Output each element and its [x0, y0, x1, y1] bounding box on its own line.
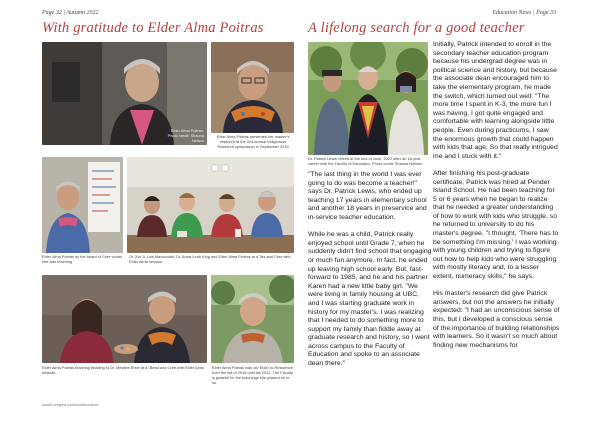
column1-paragraph: "The last thing in the world I was ever going to do was become a teacher!" says Dr. Patrick Lewis, who ended up teaching 17 years in elementary school and another 18 years in preservice and in-service teacher education. [308, 171, 427, 221]
photo-patrick-lewis-retirement [308, 42, 428, 155]
photo-elder-alma-presenting [211, 42, 294, 133]
photo4-caption: Dr. Xia Ji, Lois Macdonald, Dr. Anna-Leah King and Elder Alma Poitras at a Tea and Cree with Elder Alma session. [129, 254, 291, 264]
column1-paragraph: While he was a child, Patrick really enjoyed school until Grade 7, when he suddenly didn't find school that engaging or much fun anymore. In fact, he ended up leaving high school early. But, fast-forward to 1985, and he and his partner Karen had a new little baby girl. "We were living in family housing at UBC, and I was starting graduate work in history for my master's. I was realizing that I needed to do something more to support my family than fiddle away at graduate research and history, so I went across campus to the Faculty of Education and spoke to an associate dean there." [308, 231, 432, 368]
photo-patrick-lewis-retirement-image [308, 42, 428, 155]
article-column-2 [433, 41, 560, 359]
photo-beading-lesson [42, 275, 207, 363]
column2-paragraph: After finishing his post-graduate certificate, Patrick was hired at Pender Island School. He had been teaching for 5 or 6 years when he began to realize that he needed a greater understanding of how to work with kids who struggle, so he returned to university to do his master's degree. "I thought, 'There has to be something I'm missing.' I was working with young children and trying to figure out how to help kids who were struggling with mostly literacy and, to a lesser extent, numeracy skills," he says. [433, 169, 559, 281]
photo3-caption: Elder Alma Poitras by the board of Cree words she was teaching [42, 254, 123, 264]
photo5-caption: Elder Alma Poitras teaching beading to Dr. Melaine Brice at a "Bead and Cree with Elder Alma session. [42, 365, 204, 375]
photo1-overlay-caption: Elder Alma Poitras. Photo credit: Shauna Nelson [167, 128, 204, 143]
photo-elder-alma-cree-board-image [42, 157, 123, 253]
right-page-title: A lifelong search for a good teacher [308, 20, 525, 36]
photo-beading-lesson-image [42, 275, 207, 363]
photo-tea-and-cree-group [127, 157, 294, 253]
page-footer-url[interactable]: www2.uregina.ca/education/news [42, 403, 99, 407]
photo2-caption: Elder Alma Poitras presented her master's research at the 2nd annual Indigenous Research symposium in September 2019 [216, 134, 290, 149]
column2-paragraph: Initially, Patrick intended to enroll in the secondary teacher education program because his undergrad degree was in political science and history, but because the associate dean encouraged him to take the elementary program, he made the switch, which turned out well: "The more time I spent in K-3, the more fun I was having. I got quite engaged and comfortable with learning alongside little people. Even during practicums, I saw the enormous growth that could happen with kids that age. So that really intrigued me and I stuck with it." [433, 41, 558, 160]
column2-paragraph: His master's research did give Patrick answers, but not the answers he initially expected: "I had an unconscious sense of this, but I developed a conscious sense of the importance of building relationships with learners. So it wasn't so much about finding new mechanisms for [433, 290, 560, 349]
page-header-right: Education News | Page 33 [492, 10, 556, 16]
page-header-left: Page 32 | Autumn 2022 [42, 10, 99, 16]
photo-elder-alma-outdoors [211, 275, 294, 363]
left-page-title: With gratitude to Elder Alma Poitras [42, 20, 264, 36]
photo-elder-alma-outdoors-image [211, 275, 294, 363]
photo-elder-alma-cree-board [42, 157, 123, 253]
photo6-caption: Elder Alma Poitras was our Elder-in-Residence from the fall of 2016 until fall 2022. The Faculty is grateful for the teachings she passed on to us. [212, 365, 293, 385]
article-column-1 [308, 171, 432, 377]
photo-tea-and-cree-group-image [127, 157, 294, 253]
patrick-photo-caption: Dr. Patrick Lewis retired at the end of June, 2022 after an 18-year career with the Faculty of Education. Photo credit: Shauna Nielsen [308, 156, 423, 166]
photo-elder-alma-presenting-image [211, 42, 294, 133]
